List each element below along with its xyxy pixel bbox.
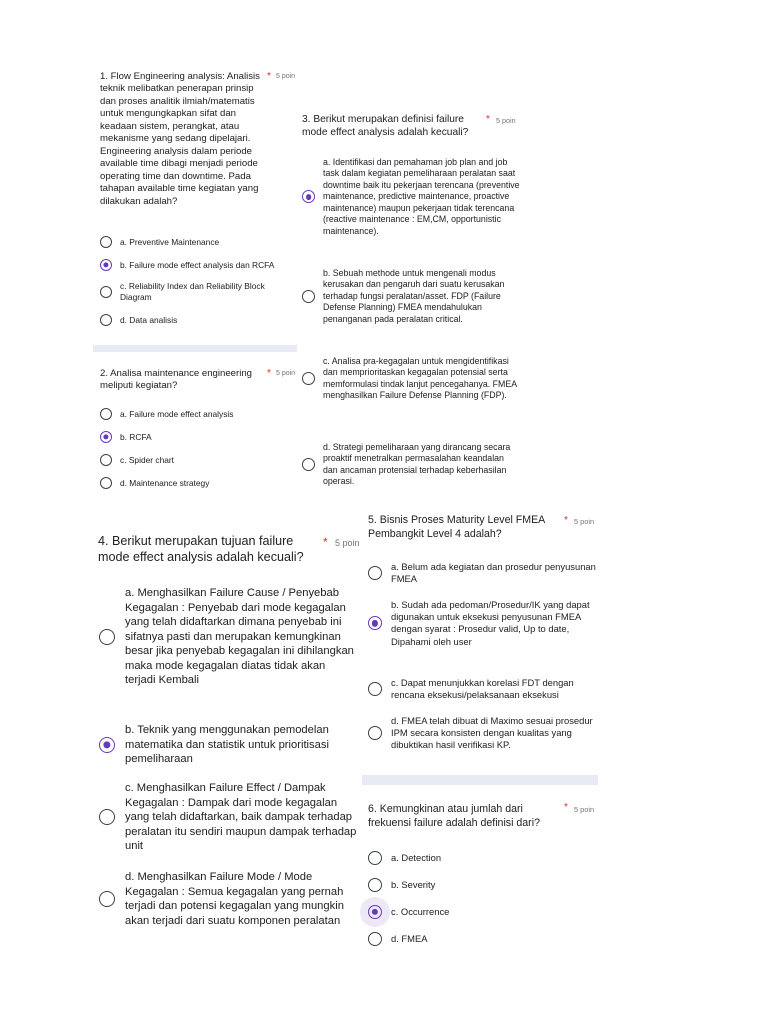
q5-option-a[interactable]: [368, 561, 596, 585]
q4-option-a[interactable]: [99, 586, 359, 688]
section-divider: [93, 345, 297, 352]
radio-button[interactable]: [100, 477, 112, 489]
q1-option-d[interactable]: [100, 314, 296, 326]
radio-button[interactable]: [368, 878, 382, 892]
q5-option-b[interactable]: [368, 599, 596, 648]
q3-option-d[interactable]: [302, 442, 520, 488]
q5-option-c[interactable]: [368, 677, 596, 701]
radio-button[interactable]: [99, 891, 115, 907]
question-5-text: 5. Bisnis Proses Maturity Level FMEA Pembangkit Level 4 adalah?: [368, 514, 545, 540]
option-label: c. Spider chart: [120, 454, 174, 465]
option-label: d. FMEA: [391, 932, 428, 944]
q4-option-d[interactable]: [99, 870, 359, 928]
radio-button-selected[interactable]: [368, 905, 382, 919]
radio-button[interactable]: [302, 372, 315, 385]
q3-option-b[interactable]: [302, 268, 520, 325]
required-marker: *: [486, 114, 490, 125]
q2-option-d[interactable]: [100, 477, 296, 489]
radio-button[interactable]: [368, 726, 382, 740]
radio-button[interactable]: [99, 629, 115, 645]
question-2-text: 2. Analisa maintenance engineering meliputi kegiatan?: [100, 368, 253, 392]
option-label: c. Dapat menunjukkan korelasi FDT dengan rencana eksekusi/pelaksanaan eksekusi: [391, 677, 574, 701]
radio-button[interactable]: [368, 932, 382, 946]
radio-button[interactable]: [302, 458, 315, 471]
q3-option-a[interactable]: [302, 157, 520, 237]
q2-option-c[interactable]: [100, 454, 296, 466]
q1-option-a[interactable]: [100, 236, 296, 248]
required-marker: *: [323, 535, 328, 549]
radio-button[interactable]: [368, 851, 382, 865]
radio-button-selected[interactable]: [100, 431, 112, 443]
q4-option-c[interactable]: [99, 781, 359, 854]
required-marker: *: [564, 802, 568, 813]
option-label: b. Failure mode effect analysis dan RCFA: [120, 259, 275, 270]
question-6-text: 6. Kemungkinan atau jumlah dari frekuensi failure adalah definisi dari?: [368, 803, 540, 829]
points-label: 5 poin: [574, 805, 595, 814]
radio-button-selected[interactable]: [302, 190, 315, 203]
option-label: b. Sudah ada pedoman/Prosedur/IK yang dapat digunakan untuk eksekusi penyusunan FMEA dengan syarat : Prosedur valid, Up to date, Dipahami oleh user: [391, 599, 590, 647]
radio-button[interactable]: [100, 236, 112, 248]
option-label: a. Menghasilkan Failure Cause / Penyebab Kegagalan : Penyebab dari mode kegagalan yang telah didaftarkan dimana penyebab ini sifatnya pasti dan merupakan kemungkinan besar jika penyebab kegagalan ini dihilangkan maka mode kegagalan diatas tidak akan terjadi Kembali: [125, 587, 354, 687]
q1-option-b[interactable]: [100, 259, 296, 271]
points-label: 5 poin: [574, 517, 595, 526]
option-label: b. Teknik yang menggunakan pemodelan matematika dan statistik untuk prioritisasi pemeliharaan: [125, 724, 329, 766]
option-label: d. Menghasilkan Failure Mode / Mode Kegagalan : Semua kegagalan yang pernah terjadi dan potensi kegagalan yang mungkin akan terjadi dari suatu komponen peralatan: [125, 871, 344, 927]
q6-option-c[interactable]: [368, 905, 596, 919]
required-marker: *: [564, 515, 568, 526]
option-label: c. Analisa pra-kegagalan untuk mengidentifikasi dan memprioritaskan kegagalan potensial serta memformulasi tindak lanjut pencegahanya. FMEA menghasilkan Failure Defense Planning (FDP).: [323, 356, 517, 401]
question-3-text: 3. Berikut merupakan definisi failure mode effect analysis adalah kecuali?: [302, 114, 469, 139]
q6-option-b[interactable]: [368, 878, 596, 892]
points-label: 5 poin: [496, 116, 516, 125]
q2-option-b[interactable]: [100, 431, 296, 443]
q6-option-a[interactable]: [368, 851, 596, 865]
question-1-text: 1. Flow Engineering analysis: Analisis teknik melibatkan penerapan prinsip dan proses analitik ilmiah/matematis untuk mengungkapkan sifat dan keadaan sistem, perangkat, atau mekanisme yang sedang dipelajari. Engineering analysis dalam periode available time dibagi menjadi periode operating time dan downtime. Pada tahapan available time kegiatan yang dilakukan adalah?: [100, 71, 260, 207]
radio-button-selected[interactable]: [99, 737, 115, 753]
q5-option-d[interactable]: [368, 715, 596, 752]
question-4-text: 4. Berikut merupakan tujuan failure mode effect analysis adalah kecuali?: [98, 534, 304, 565]
option-label: a. Identifikasi dan pemahaman job plan and job task dalam kegiatan pemeliharaan peralatan saat downtime baik itu pekerjaan terencana (preventive maintenance, predictive maintenance, proactive maintenance) maupun pekerjaan tidak terencana (reactive maintenance : EM,CM, opportunistic maintenance).: [323, 157, 520, 236]
q6-option-d[interactable]: [368, 932, 596, 946]
option-label: a. Preventive Maintenance: [120, 236, 220, 247]
radio-button[interactable]: [368, 566, 382, 580]
required-marker: *: [267, 71, 271, 82]
option-label: a. Failure mode effect analysis: [120, 408, 234, 419]
radio-button[interactable]: [100, 314, 112, 326]
question-1: [100, 71, 296, 208]
radio-button[interactable]: [368, 682, 382, 696]
option-label: c. Menghasilkan Failure Effect / Dampak Kegagalan : Dampak dari mode kegagalan yang telah didaftarkan, baik dampak terhadap peralatan itu sendiri maupun dampak terhadap unit: [125, 782, 357, 853]
option-label: b. Sebuah methode untuk mengenali modus kerusakan dan pengaruh dari suatu kerusakan terhadap fungsi peralatan/asset. FDP (Failure Defense Planning) FMEA mendahulukan penanganan pada peralatan critical.: [323, 268, 505, 324]
option-label: a. Belum ada kegiatan dan prosedur penyusunan FMEA: [391, 561, 596, 585]
option-label: c. Reliability Index dan Reliability Block Diagram: [120, 281, 265, 302]
radio-button[interactable]: [99, 809, 115, 825]
q3-option-c[interactable]: [302, 356, 520, 402]
option-label: d. Data analisis: [120, 314, 178, 325]
option-label: b. RCFA: [120, 431, 152, 442]
option-label: b. Severity: [391, 878, 436, 890]
q1-option-c[interactable]: [100, 281, 286, 303]
radio-button[interactable]: [100, 454, 112, 466]
points-label: 5 poin: [276, 370, 296, 377]
option-label: d. FMEA telah dibuat di Maximo sesuai prosedur IPM secara konsisten dengan kualitas yang dibuktikan hasil verifikasi KP.: [391, 715, 593, 751]
q4-option-b[interactable]: [99, 723, 359, 767]
radio-button[interactable]: [302, 290, 315, 303]
radio-button-selected[interactable]: [100, 259, 112, 271]
radio-button-selected[interactable]: [368, 616, 382, 630]
required-marker: *: [267, 368, 271, 379]
radio-button[interactable]: [100, 408, 112, 420]
radio-button[interactable]: [100, 286, 112, 298]
points-label: 5 poin: [276, 73, 296, 80]
section-divider: [362, 775, 598, 785]
option-label: d. Maintenance strategy: [120, 477, 210, 488]
q2-option-a[interactable]: [100, 408, 296, 420]
option-label: d. Strategi pemeliharaan yang dirancang secara proaktif menetralkan permasalahan keandalan dan ancaman protensial terhadap keberhasilan operasi.: [323, 442, 511, 487]
option-label: a. Detection: [391, 851, 442, 863]
option-label: c. Occurrence: [391, 905, 450, 917]
points-label: 5 poin: [335, 538, 360, 548]
